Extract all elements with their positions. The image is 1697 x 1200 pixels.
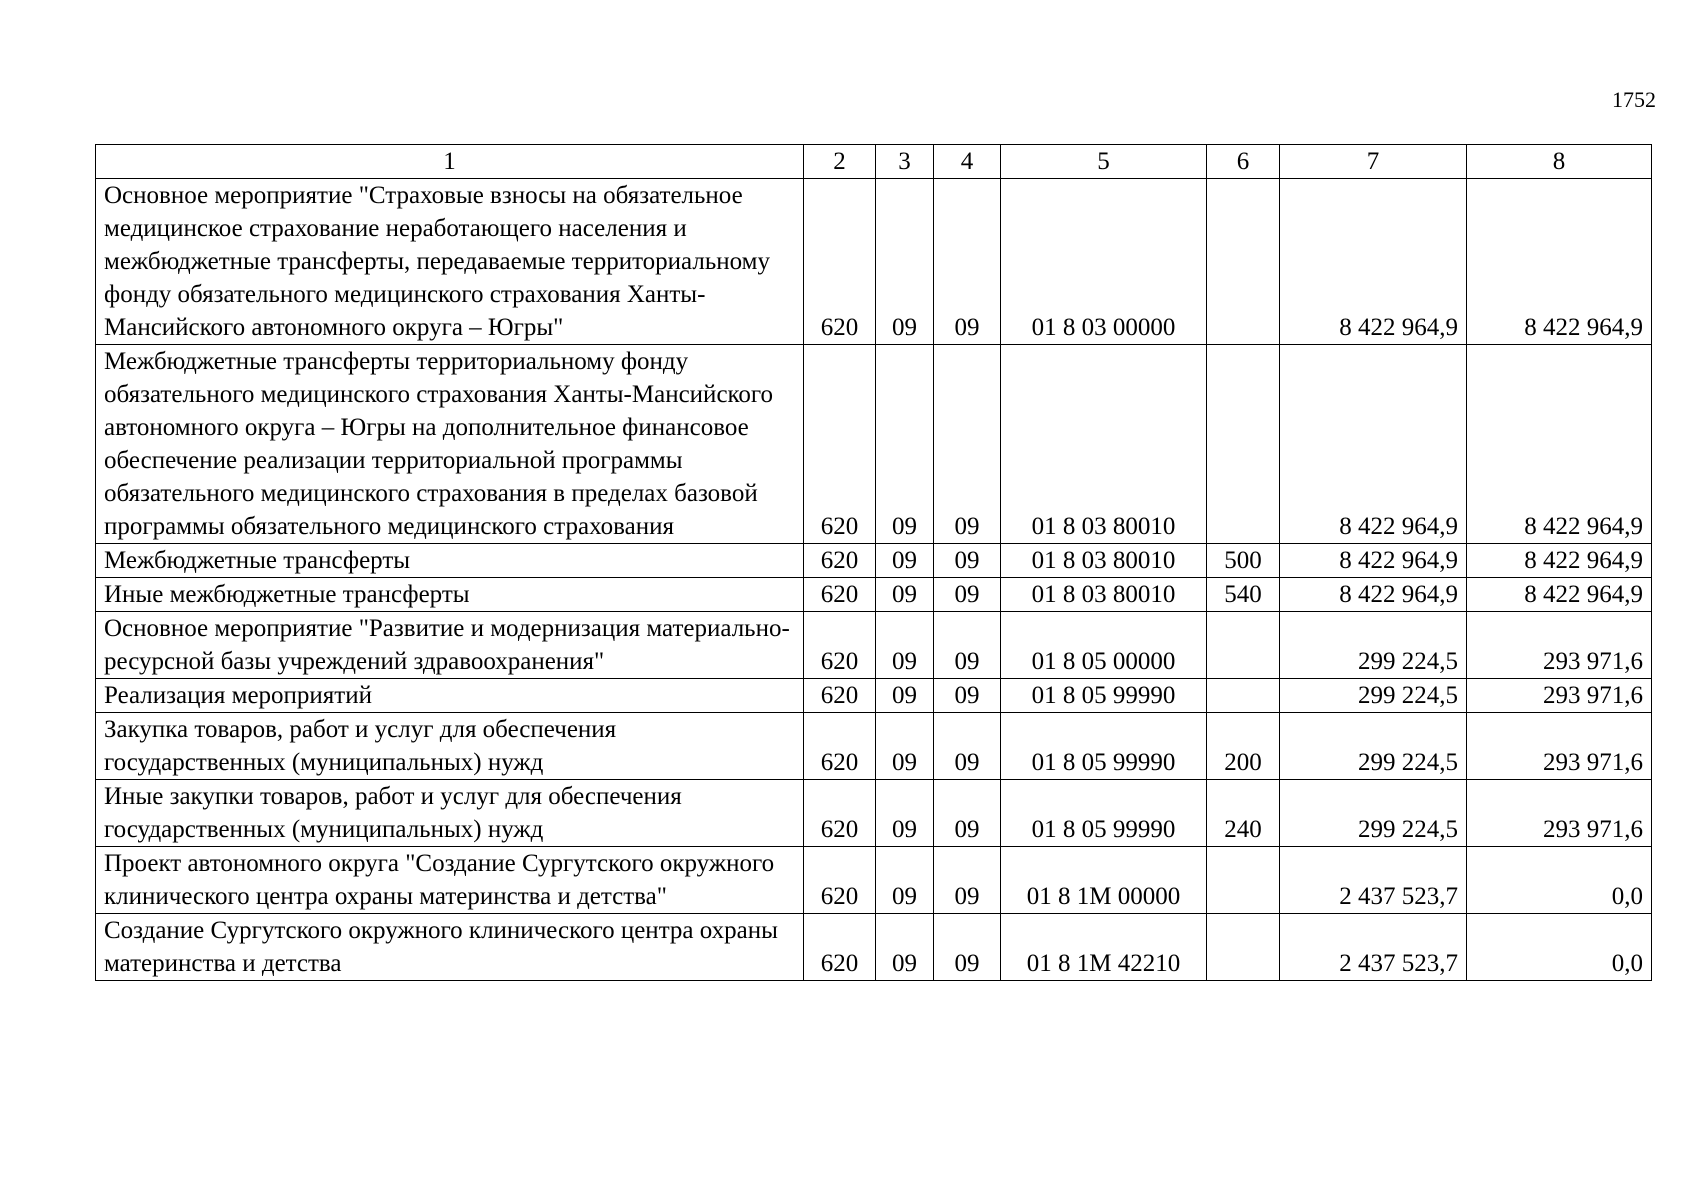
cell-target-code: 01 8 03 80010: [1001, 544, 1207, 578]
cell-ministry: 620: [804, 612, 876, 679]
cell-subsection: 09: [934, 345, 1001, 544]
cell-section: 09: [876, 345, 934, 544]
cell-section: 09: [876, 679, 934, 713]
cell-amount-7: 2 437 523,7: [1280, 847, 1467, 914]
cell-expense-type: 200: [1207, 713, 1280, 780]
cell-ministry: 620: [804, 847, 876, 914]
cell-expense-type: [1207, 914, 1280, 981]
cell-ministry: 620: [804, 179, 876, 345]
cell-ministry: 620: [804, 679, 876, 713]
cell-amount-7: 2 437 523,7: [1280, 914, 1467, 981]
header-cell-3: 3: [876, 145, 934, 179]
cell-target-code: 01 8 05 99990: [1001, 780, 1207, 847]
cell-section: 09: [876, 847, 934, 914]
row-name: Проект автономного округа "Создание Сургутского окружного клинического центра охраны материнства и детства": [96, 847, 804, 914]
table-row: [96, 679, 1652, 713]
cell-amount-8: 293 971,6: [1467, 612, 1652, 679]
cell-expense-type: 540: [1207, 578, 1280, 612]
row-name: Реализация мероприятий: [96, 679, 804, 713]
table-body: [96, 179, 1652, 981]
header-cell-7: 7: [1280, 145, 1467, 179]
header-cell-5: 5: [1001, 145, 1207, 179]
cell-amount-8: 8 422 964,9: [1467, 179, 1652, 345]
cell-subsection: 09: [934, 679, 1001, 713]
cell-expense-type: [1207, 612, 1280, 679]
table-row: [96, 847, 1652, 914]
row-name: Межбюджетные трансферты территориальному фонду обязательного медицинского страхования Ханты-Мансийского автономного округа – Югры на дополнительное финансовое обеспечение реализации территориальной программы обязательного медицинского страхования в пределах базовой программы обязательного медицинского страхования: [96, 345, 804, 544]
cell-amount-8: 0,0: [1467, 914, 1652, 981]
cell-section: 09: [876, 914, 934, 981]
table-row: [96, 345, 1652, 544]
header-cell-1: 1: [96, 145, 804, 179]
cell-target-code: 01 8 03 00000: [1001, 179, 1207, 345]
cell-target-code: 01 8 05 00000: [1001, 612, 1207, 679]
cell-subsection: 09: [934, 578, 1001, 612]
cell-ministry: 620: [804, 578, 876, 612]
header-cell-2: 2: [804, 145, 876, 179]
table-row: [96, 780, 1652, 847]
cell-expense-type: 500: [1207, 544, 1280, 578]
cell-amount-7: 8 422 964,9: [1280, 179, 1467, 345]
table-header: [96, 145, 1652, 179]
cell-section: 09: [876, 179, 934, 345]
cell-amount-8: 8 422 964,9: [1467, 345, 1652, 544]
cell-target-code: 01 8 05 99990: [1001, 713, 1207, 780]
table-row: [96, 713, 1652, 780]
header-cell-8: 8: [1467, 145, 1652, 179]
cell-subsection: 09: [934, 847, 1001, 914]
row-name: Межбюджетные трансферты: [96, 544, 804, 578]
row-name: Иные межбюджетные трансферты: [96, 578, 804, 612]
cell-amount-7: 299 224,5: [1280, 713, 1467, 780]
cell-amount-8: 8 422 964,9: [1467, 544, 1652, 578]
cell-subsection: 09: [934, 713, 1001, 780]
row-name: Основное мероприятие "Страховые взносы на обязательное медицинское страхование неработающего населения и межбюджетные трансферты, передаваемые территориальному фонду обязательного медицинского страхования Ханты-Мансийского автономного округа – Югры": [96, 179, 804, 345]
header-row: [96, 145, 1652, 179]
cell-amount-7: 8 422 964,9: [1280, 544, 1467, 578]
cell-expense-type: [1207, 179, 1280, 345]
cell-amount-8: 0,0: [1467, 847, 1652, 914]
cell-amount-7: 8 422 964,9: [1280, 578, 1467, 612]
table-row: [96, 914, 1652, 981]
cell-target-code: 01 8 1М 42210: [1001, 914, 1207, 981]
cell-ministry: 620: [804, 345, 876, 544]
cell-expense-type: 240: [1207, 780, 1280, 847]
cell-target-code: 01 8 05 99990: [1001, 679, 1207, 713]
cell-section: 09: [876, 780, 934, 847]
row-name: Создание Сургутского окружного клинического центра охраны материнства и детства: [96, 914, 804, 981]
cell-section: 09: [876, 578, 934, 612]
table-row: [96, 544, 1652, 578]
header-cell-4: 4: [934, 145, 1001, 179]
cell-amount-8: 293 971,6: [1467, 679, 1652, 713]
cell-subsection: 09: [934, 914, 1001, 981]
row-name: Закупка товаров, работ и услуг для обеспечения государственных (муниципальных) нужд: [96, 713, 804, 780]
cell-amount-7: 299 224,5: [1280, 679, 1467, 713]
cell-target-code: 01 8 1М 00000: [1001, 847, 1207, 914]
cell-subsection: 09: [934, 544, 1001, 578]
page-number: 1752: [1612, 87, 1656, 112]
cell-section: 09: [876, 612, 934, 679]
cell-subsection: 09: [934, 780, 1001, 847]
budget-table: [95, 144, 1652, 981]
row-name: Иные закупки товаров, работ и услуг для обеспечения государственных (муниципальных) нужд: [96, 780, 804, 847]
cell-expense-type: [1207, 679, 1280, 713]
cell-target-code: 01 8 03 80010: [1001, 578, 1207, 612]
header-cell-6: 6: [1207, 145, 1280, 179]
cell-ministry: 620: [804, 914, 876, 981]
cell-amount-8: 8 422 964,9: [1467, 578, 1652, 612]
table-row: [96, 612, 1652, 679]
cell-amount-8: 293 971,6: [1467, 780, 1652, 847]
cell-section: 09: [876, 544, 934, 578]
table-row: [96, 578, 1652, 612]
cell-expense-type: [1207, 345, 1280, 544]
cell-section: 09: [876, 713, 934, 780]
cell-ministry: 620: [804, 544, 876, 578]
cell-target-code: 01 8 03 80010: [1001, 345, 1207, 544]
cell-amount-7: 299 224,5: [1280, 612, 1467, 679]
row-name: Основное мероприятие "Развитие и модернизация материально-ресурсной базы учреждений здравоохранения": [96, 612, 804, 679]
cell-amount-8: 293 971,6: [1467, 713, 1652, 780]
cell-expense-type: [1207, 847, 1280, 914]
cell-amount-7: 299 224,5: [1280, 780, 1467, 847]
cell-ministry: 620: [804, 713, 876, 780]
cell-ministry: 620: [804, 780, 876, 847]
table-row: [96, 179, 1652, 345]
cell-amount-7: 8 422 964,9: [1280, 345, 1467, 544]
cell-subsection: 09: [934, 179, 1001, 345]
cell-subsection: 09: [934, 612, 1001, 679]
